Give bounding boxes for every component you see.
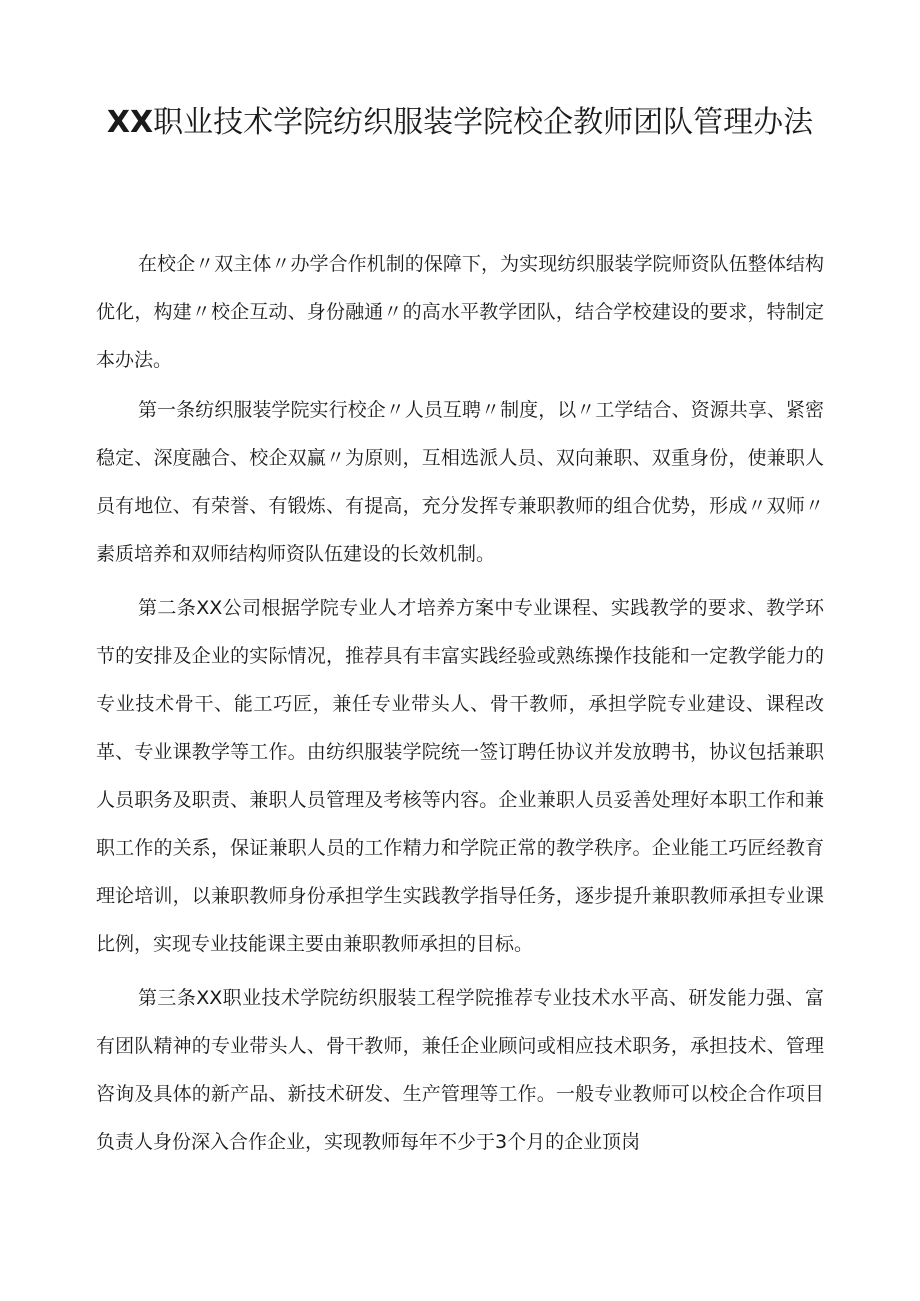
document-body [96, 240, 824, 1172]
document-title [100, 98, 820, 148]
paragraph-preamble: 在校企〃双主体〃办学合作机制的保障下，为实现纺织服装学院师资队伍整体结构优化，构建〃校企互动、身份融通〃的高水平教学团队，结合学校建设的要求，特制定本办法。 [96, 253, 824, 371]
paragraph-article-2: 第二条XX公司根据学院专业人才培养方案中专业课程、实践教学的要求、教学环节的安排及企业的实际情况，推荐具有丰富实践经验或熟练操作技能和一定教学能力的专业技术骨干、能工巧匠，兼任专业带头人、骨干教师，承担学院专业建设、课程改革、专业课教学等工作。由纺织服装学院统一签订聘任协议并发放聘书，协议包括兼职人员职务及职责、兼职人员管理及考核等内容。企业兼职人员妥善处理好本职工作和兼职工作的关系，保证兼职人员的工作精力和学院正常的教学秩序。企业能工巧匠经教育理论培训，以兼职教师身份承担学生实践教学指导任务，逐步提升兼职教师承担专业课比例，实现专业技能课主要由兼职教师承担的目标。 [96, 597, 824, 955]
title-main: 职业技术学院纺织服装学院校企教师团队管理办法 [153, 105, 814, 140]
paragraph-article-1: 第一条纺织服装学院实行校企〃人员互聘〃制度，以〃工学结合、资源共享、紧密稳定、深度融合、校企双赢〃为原则，互相选派人员、双向兼职、双重身份，使兼职人员有地位、有荣誉、有锻炼、有提高，充分发挥专兼职教师的组合优势，形成〃双师〃素质培养和双师结构师资队伍建设的长效机制。 [96, 399, 824, 565]
paragraph-article-3: 第三条XX职业技术学院纺织服装工程学院推荐专业技术水平高、研发能力强、富有团队精神的专业带头人、骨干教师，兼任企业顾问或相应技术职务，承担技术、管理咨询及具体的新产品、新技术研发、生产管理等工作。一般专业教师可以校企合作项目负责人身份深入合作企业，实现教师每年不少于3个月的企业顶岗 [96, 987, 824, 1153]
title-prefix: XX [106, 105, 154, 140]
